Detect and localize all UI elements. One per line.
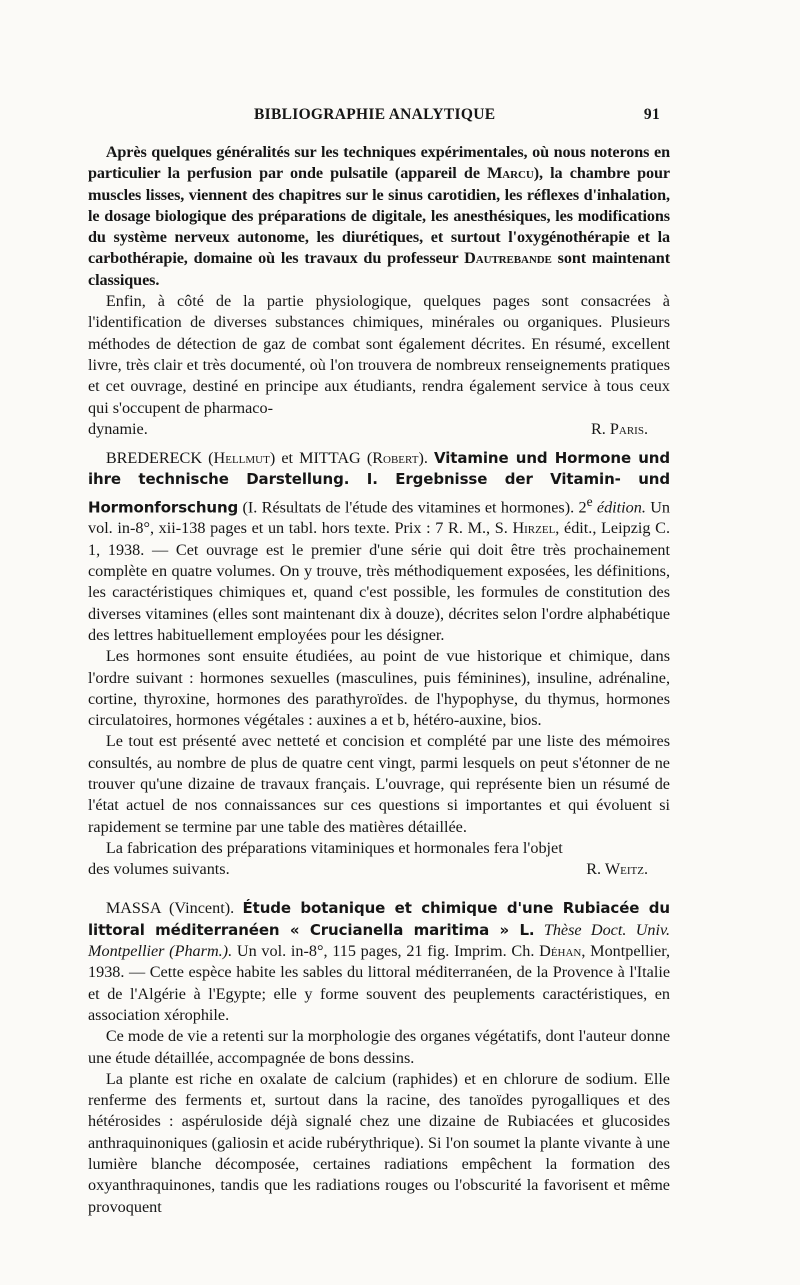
author-name: BREDERECK [105, 449, 203, 468]
reviewer-signature: R. Paris. [590, 419, 648, 438]
review-paris [88, 142, 670, 440]
author-name: MASSA (Vincent). [105, 899, 235, 918]
author-name-dautrebande: Dautrebande [464, 249, 552, 268]
page-body [88, 142, 670, 1218]
review-paris-paragraph-1: Après quelques généralités sur les techniques expérimentales, où nous noterons en particulier la perfusion par onde pulsatile (appareil de Marcu), la chambre pour muscles lisses, viennent des chapitres sur le sinus carotidien, les réflexes d'inhalation, le dosage biologique des préparations de digitale, les anesthésiques, les modifications du système nerveux autonome, les diurétiques, et surtout l'oxygénothérapie et la carbothérapie, domaine où les travaux du professeur Dautrebande sont maintenant classiques. [88, 143, 671, 289]
printer-name: Déhan [539, 942, 582, 961]
review-bredereck-entry: BREDERECK (Hellmut) et MITTAG (Robert). Vitamine und Hormone und ihre technische Darstellung. I. Ergebnisse der Vitamin- und Hormonforschung (I. Résultats de l'étude des vitamines et hormones). 2e édition. Un vol. in-8°, xii-138 pages et un tabl. hors texte. Prix : 7 R. M., S. Hirzel, édit., Leipzig C. 1, 1938. — Cet ouvrage est le premier d'une série qui doit être très prochainement complète en quatre volumes. On y trouve, très méthodiquement exposées, les définitions, les caractéristiques chimiques et, quand c'est possible, les formules de constitution des diverses vitamines (elles sont maintenant dix à douze), décrites selon l'ordre alphabétique des lettres habituellement employées pour les désigner. [88, 449, 671, 644]
thesis-note: Thèse Doct. Univ. Montpellier (Pharm.). [88, 920, 671, 961]
author-name: MITTAG [299, 449, 361, 468]
review-bredereck-paragraph-2: Les hormones sont ensuite étudiées, au point de vue historique et chimique, dans l'ordre suivant : hormones sexuelles (masculines, puis féminines), insuline, adrénaline, cortine, thyroxine, hormones des parathyroïdes. de l'hypophyse, du thymus, hormones circulatoires, hormones végétales : auxines a et b, hétéro-auxine, bios. [88, 647, 670, 730]
reviewer-signature: R. Weitz. [586, 860, 648, 879]
review-massa-entry: MASSA (Vincent). Étude botanique et chimique d'une Rubiacée du littoral méditerranéen « Crucianella maritima » L. Thèse Doct. Univ. Montpellier (Pharm.). Un vol. in-8°, 115 pages, 21 fig. Imprim. Ch. Déhan, Montpellier, 1938. — Cette espèce habite les sables du littoral méditerranéen, de la Provence à l'Italie et de l'Algérie à l'Egypte; elle y forme souvent des peuplements caractéristiques, en association xérophile. [88, 899, 671, 1024]
review-bredereck-signature-line: des volumes suivants. R. Weitz. [88, 859, 670, 880]
book-title: Étude botanique et chimique d'une Rubiacée du littoral méditerranéen « Crucianella maritima » L. [88, 899, 670, 939]
review-paris-signature-line: dynamie. R. Paris. [88, 419, 670, 440]
publisher-name: Hirzel [512, 519, 556, 538]
review-massa [88, 898, 670, 1217]
review-massa-paragraph-2: Ce mode de vie a retenti sur la morphologie des organes végétatifs, dont l'auteur donne une étude détaillée, accompagnée de bons dessins. [88, 1027, 670, 1067]
review-bredereck [88, 448, 670, 880]
review-bredereck-paragraph-3: Le tout est présenté avec netteté et concision et complété par une liste des mémoires consultés, au nombre de plus de quatre cent vingt, parmi lesquels on peut s'étonner de ne trouver qu'une dizaine de travaux français. L'ouvrage, qui représente bien un résumé de l'état actuel de nos connaissances sur ces questions si importantes et qui évoluent si rapidement se termine par une table des matières détaillée. [88, 732, 670, 836]
review-bredereck-paragraph-4: La fabrication des préparations vitaminiques et hormonales fera l'objet [105, 838, 563, 857]
review-massa-paragraph-3: La plante est riche en oxalate de calcium (raphides) et en chlorure de sodium. Elle renferme des ferments et, surtout dans la racine, des tanoïdes pyrogalliques et des hétérosides : aspéruloside déjà signalé chez une dizaine de Rubiacées et glucosides anthraquinoniques (galiosin et acide rubérythrique). Si l'on soumet la plante vivante à une lumière blanche décomposée, certaines radiations empêchent la formation des oxyanthraquinones, tandis que les radiations rouges ou l'obscurité la favorisent et même provoquent [88, 1069, 670, 1216]
running-title: BIBLIOGRAPHIE ANALYTIQUE [254, 106, 496, 123]
review-paris-paragraph-2: Enfin, à côté de la partie physiologique, quelques pages sont consacrées à l'identification de diverses substances chimiques, minérales ou organiques. Plusieurs méthodes de détection de gaz de combat sont également décrites. En résumé, excellent livre, très clair et très documenté, où l'on trouvera de nombreux renseignements pratiques et cet ouvrage, destiné en principe aux étudiants, rendra également service à tous ceux qui s'occupent de pharmaco- [88, 292, 670, 417]
running-head [88, 106, 670, 128]
book-title: Vitamine und Hormone und ihre technische Darstellung. I. Ergebnisse der Vitamin- und Hormonforschung [88, 449, 671, 517]
author-name-marcu: Marcu [487, 164, 534, 183]
page-number: 91 [643, 106, 660, 123]
